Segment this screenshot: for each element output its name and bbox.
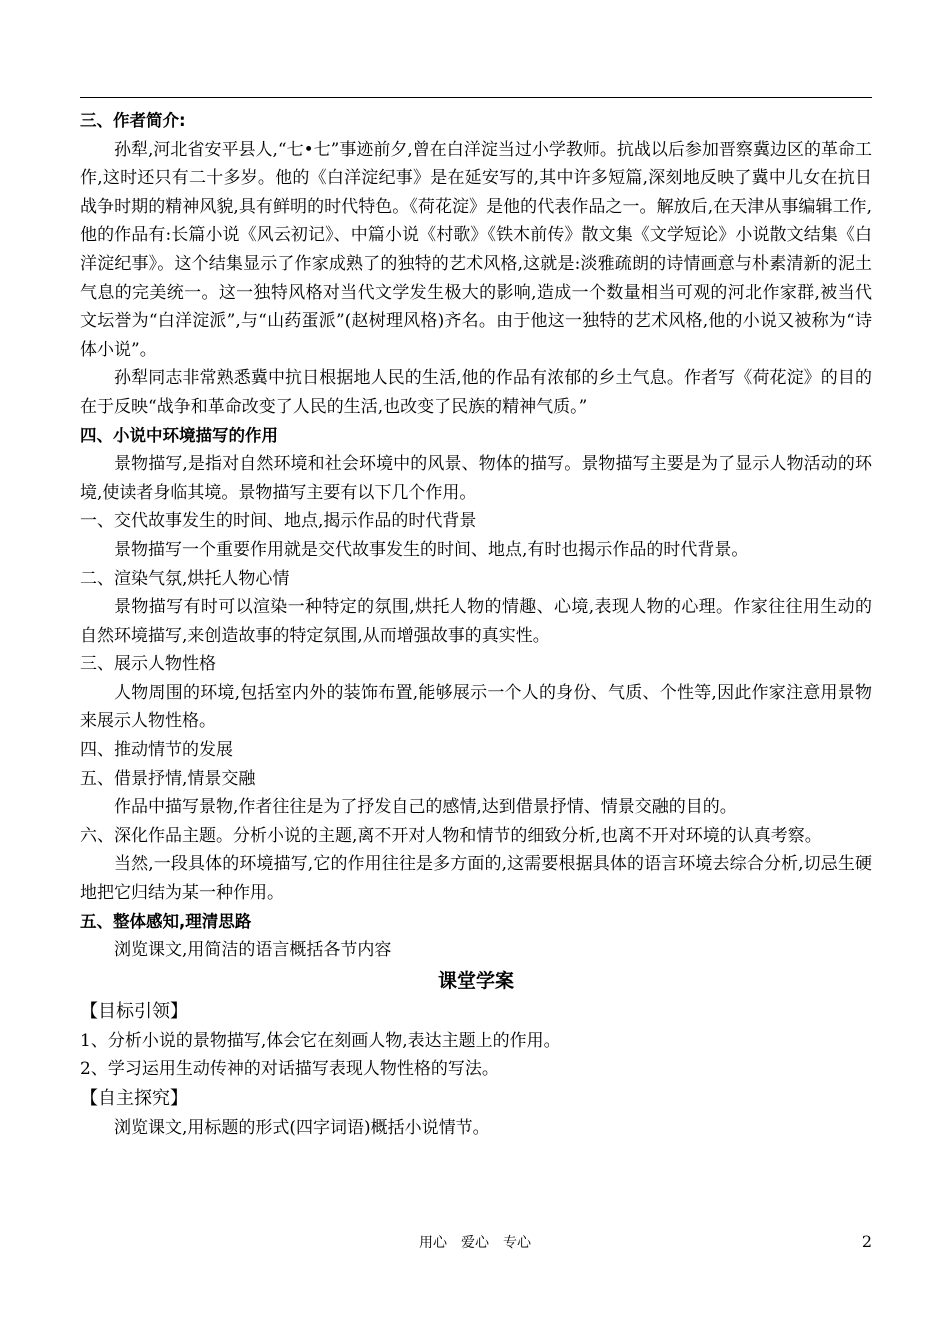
function-item-5-title: 五、借景抒情,情景交融 bbox=[80, 768, 256, 789]
explore-heading: 【自主探究】 bbox=[80, 1088, 188, 1109]
goals-heading: 【目标引领】 bbox=[80, 1000, 188, 1022]
function-item-1-body: 景物描写一个重要作用就是交代故事发生的时间、地点,有时也揭示作品的时代背景。 bbox=[114, 539, 749, 560]
goal-item-1: 1、分析小说的景物描写,体会它在刻画人物,表达主题上的作用。 bbox=[80, 1030, 561, 1051]
classroom-plan-title: 课堂学案 bbox=[437, 969, 514, 992]
environment-conclusion-paragraph: 当然,一段具体的环境描写,它的作用往往是多方面的,这需要根据具体的语言环境去综合分析,切忌生硬地把它归结为某一种作用。 bbox=[80, 854, 872, 904]
environment-intro-paragraph: 景物描写,是指对自然环境和社会环境中的风景、物体的描写。景物描写主要是为了显示人物活动的环境,使读者身临其境。景物描写主要有以下几个作用。 bbox=[80, 454, 872, 503]
page-footer bbox=[0, 1232, 950, 1256]
function-item-3-title: 三、展示人物性格 bbox=[80, 654, 216, 675]
function-item-3-body: 人物周围的环境,包括室内外的装饰布置,能够展示一个人的身份、气质、个性等,因此作家注意用景物来展示人物性格。 bbox=[80, 682, 872, 732]
environment-section-heading: 四、小说中环境描写的作用 bbox=[80, 425, 278, 445]
function-item-2-title: 二、渲染气氛,烘托人物心情 bbox=[80, 568, 290, 589]
overview-section-body: 浏览课文,用简洁的语言概括各节内容 bbox=[114, 940, 392, 961]
function-item-1-title: 一、交代故事发生的时间、地点,揭示作品的时代背景 bbox=[80, 511, 477, 532]
explore-body: 浏览课文,用标题的形式(四字词语)概括小说情节。 bbox=[114, 1118, 490, 1138]
footer-motto: 用心 爱心 专心 bbox=[419, 1235, 531, 1251]
overview-section-heading: 五、整体感知,理清思路 bbox=[80, 911, 252, 931]
goal-item-2: 2、学习运用生动传神的对话描写表现人物性格的写法。 bbox=[80, 1059, 499, 1080]
function-item-2-body: 景物描写有时可以渲染一种特定的氛围,烘托人物的情趣、心境,表现人物的心理。作家往往用生动的自然环境描写,来创造故事的特定氛围,从而增强故事的真实性。 bbox=[80, 597, 872, 646]
function-item-4-title: 四、推动情节的发展 bbox=[80, 740, 233, 761]
page-content bbox=[80, 107, 872, 1143]
author-bio-paragraph: 孙犁,河北省安平县人,“七•七”事迹前夕,曾在白洋淀当过小学教师。抗战以后参加晋察冀边区的革命工作,这时还只有二十多岁。他的《白洋淀纪事》是在延安写的,其中许多短篇,深刻地反映了冀中儿女在抗日战争时期的精神风貌,具有鲜明的时代特色。《荷花淀》是他的代表作品之一。解放后,在天津从事编辑工作,他的作品有:长篇小说《风云初记》、中篇小说《村歌》《铁木前传》散文集《文学短论》小说散文结集《白洋淀纪事》。这个结集显示了作家成熟了的独特的艺术风格,这就是:淡雅疏朗的诗情画意与朴素清新的泥土气息的完美统一。这一独特风格对当代文学发生极大的影响,造成一个数量相当可观的河北作家群,被当代文坛誉为“白洋淀派”,与“山药蛋派”(赵树理风格)齐名。由于他这一独特的艺术风格,他的小说又被称为“诗体小说”。 bbox=[80, 139, 872, 360]
function-item-6-title: 六、深化作品主题。分析小说的主题,离不开对人物和情节的细致分析,也离不开对环境的认真考察。 bbox=[80, 825, 822, 846]
author-section-heading: 三、作者简介: bbox=[80, 111, 186, 130]
author-intent-paragraph: 孙犁同志非常熟悉冀中抗日根据地人民的生活,他的作品有浓郁的乡土气息。作者写《荷花淀》的目的在于反映“战争和革命改变了人民的生活,也改变了民族的精神气质。” bbox=[80, 368, 872, 417]
function-item-5-body: 作品中描写景物,作者往往是为了抒发自己的感情,达到借景抒情、情景交融的目的。 bbox=[114, 797, 737, 818]
page-number: 2 bbox=[861, 1232, 872, 1251]
header-rule bbox=[80, 97, 872, 98]
